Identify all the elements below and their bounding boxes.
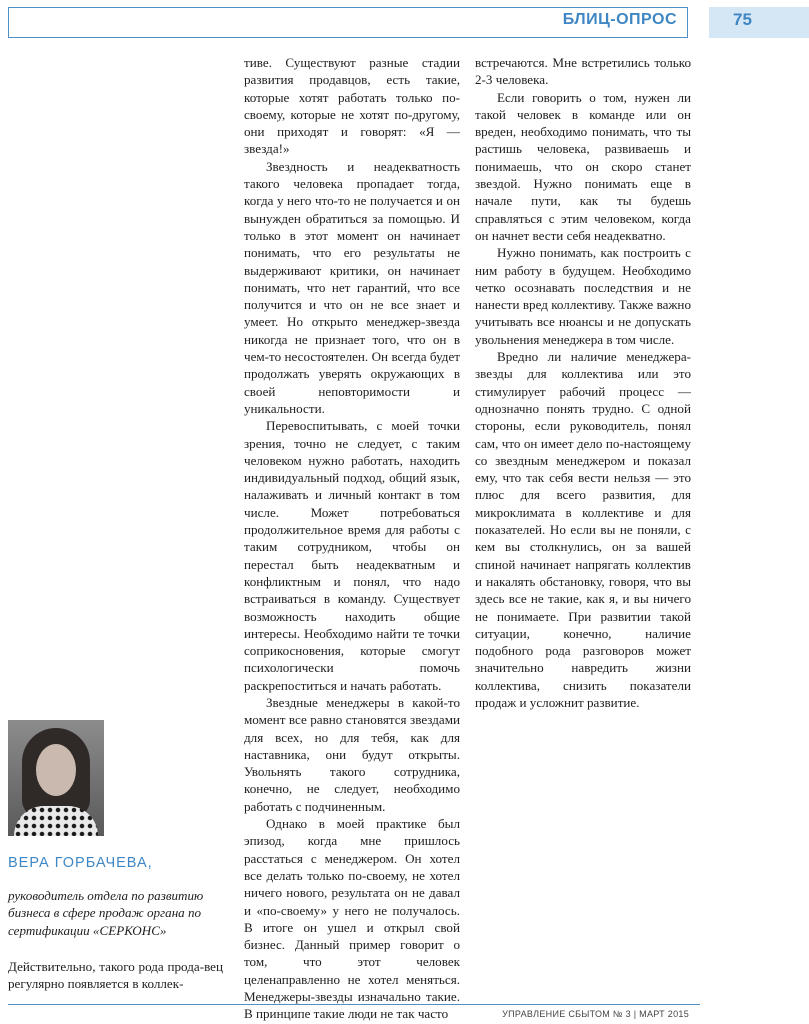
paragraph: Перевоспитывать, с моей точки зрения, точно не следует, с таким человеком нужно работать, находить индивидуальный подход, общий язык, налаживать и личный контакт в том числе. Может потребоваться продолжительное время для работы с таким сотрудником, чтобы он перестал быть неадекватным и конфликтным и понял, что надо встраиваться в команду. Существует возможность находить общие интересы. Необходимо найти те точки соприкосновения, которые смогут психологически помочь раскрепоститься и начать работать. (244, 418, 460, 693)
paragraph: Если говорить о том, нужен ли такой человек в команде или он вреден, необходимо понимать, что ты растишь человека, развиваешь и понимаешь, что он скоро станет звездой. Нужно понимать еще в начале пути, как ты будешь справляться с этим человеком, когда он начнет вести себя неадекватно. (475, 89, 691, 243)
footer-rule (8, 1004, 700, 1005)
text-column-3 (475, 54, 691, 711)
author-name: ВЕРА ГОРБАЧЕВА, (8, 855, 153, 871)
paragraph: Вредно ли наличие менеджера-звезды для коллектива или это стимулирует рабочий процесс — однозначно понять трудно. С одной стороны, если руководитель, понял сам, что он имеет дело по-настоящему со звездным менеджером и показал ему, что так себя вести нельзя — это плюс для всего развития, для микроклимата в коллективе и для показателей. Но если вы не поняли, с кем вы столкнулись, он за вашей спиной начинает напрягать коллектив и накалять обстановку, говоря, что вы здесь все не такие, как я, и вы ничего не понимаете. При развитии такой ситуации, конечно, наличие подобного рода разговоров может значительно навредить жизни коллектива, снизить показатели продаж и усложнит развитие. (475, 349, 691, 710)
intro-paragraph: Действительно, такого рода прода-вец регулярно появляется в коллек- (8, 959, 223, 992)
page-number-tab (709, 7, 809, 38)
author-role: руководитель отдела по развитию бизнеса в сфере продаж органа по сертификации «СЕРКОНС» (8, 888, 204, 938)
section-title: БЛИЦ-ОПРОС (562, 11, 677, 28)
paragraph: Звездность и неадекватность такого человека пропадает тогда, когда у него что-то не получается и он вынужден обратиться за помощью. И только в этот момент он начинает понимать, что его результаты не выдерживают критики, он начинает понимать, что нет гарантий, что все получится и что он не все знает и умеет. Но открыто менеджер-звезда никогда не признает того, что он в чем-то несостоятелен. Он всегда будет продолжать уверять окружающих в своей неповторимости и уникальности. (244, 158, 460, 416)
page-number: 75 (733, 10, 752, 29)
author-photo (8, 720, 104, 836)
paragraph: Однако в моей практике был эпизод, когда мне пришлось расстаться с менеджером. Он хотел все делать только по-своему, не хотел ничего нового, результата он не давал и «по-своему» у него не получалось. В итоге он ушел и открыл свой бизнес. Данный пример говорит о том, что этот человек целенаправленно не хотел меняться. Менеджеры-звезды изначально такие. В принципе такие люди не так часто (244, 816, 460, 1022)
footer-issue-info: УПРАВЛЕНИЕ СБЫТОМ № 3 | МАРТ 2015 (502, 1009, 689, 1019)
text-column-2 (244, 54, 460, 1023)
paragraph: встречаются. Мне встретились только 2-3 человека. (475, 55, 691, 88)
section-header (8, 7, 688, 38)
paragraph: тиве. Существуют разные стадии развития продавцов, есть такие, которые хотят работать только по-своему, которые не хотят по-другому, они приходят и говорят: «Я — звезда!» (244, 55, 460, 157)
paragraph: Звездные менеджеры в какой-то момент все равно становятся звездами для всех, но для тебя, как для наставника, они будут открыты. Увольнять такого сотрудника, конечно, не следует, необходимо работать с подчиненным. (244, 694, 460, 814)
paragraph: Нужно понимать, как построить с ним работу в будущем. Необходимо четко осознавать последствия и не нанести вред коллективу. Также важно учитывать все нюансы и не допускать увольнения менеджера в том числе. (475, 245, 691, 347)
